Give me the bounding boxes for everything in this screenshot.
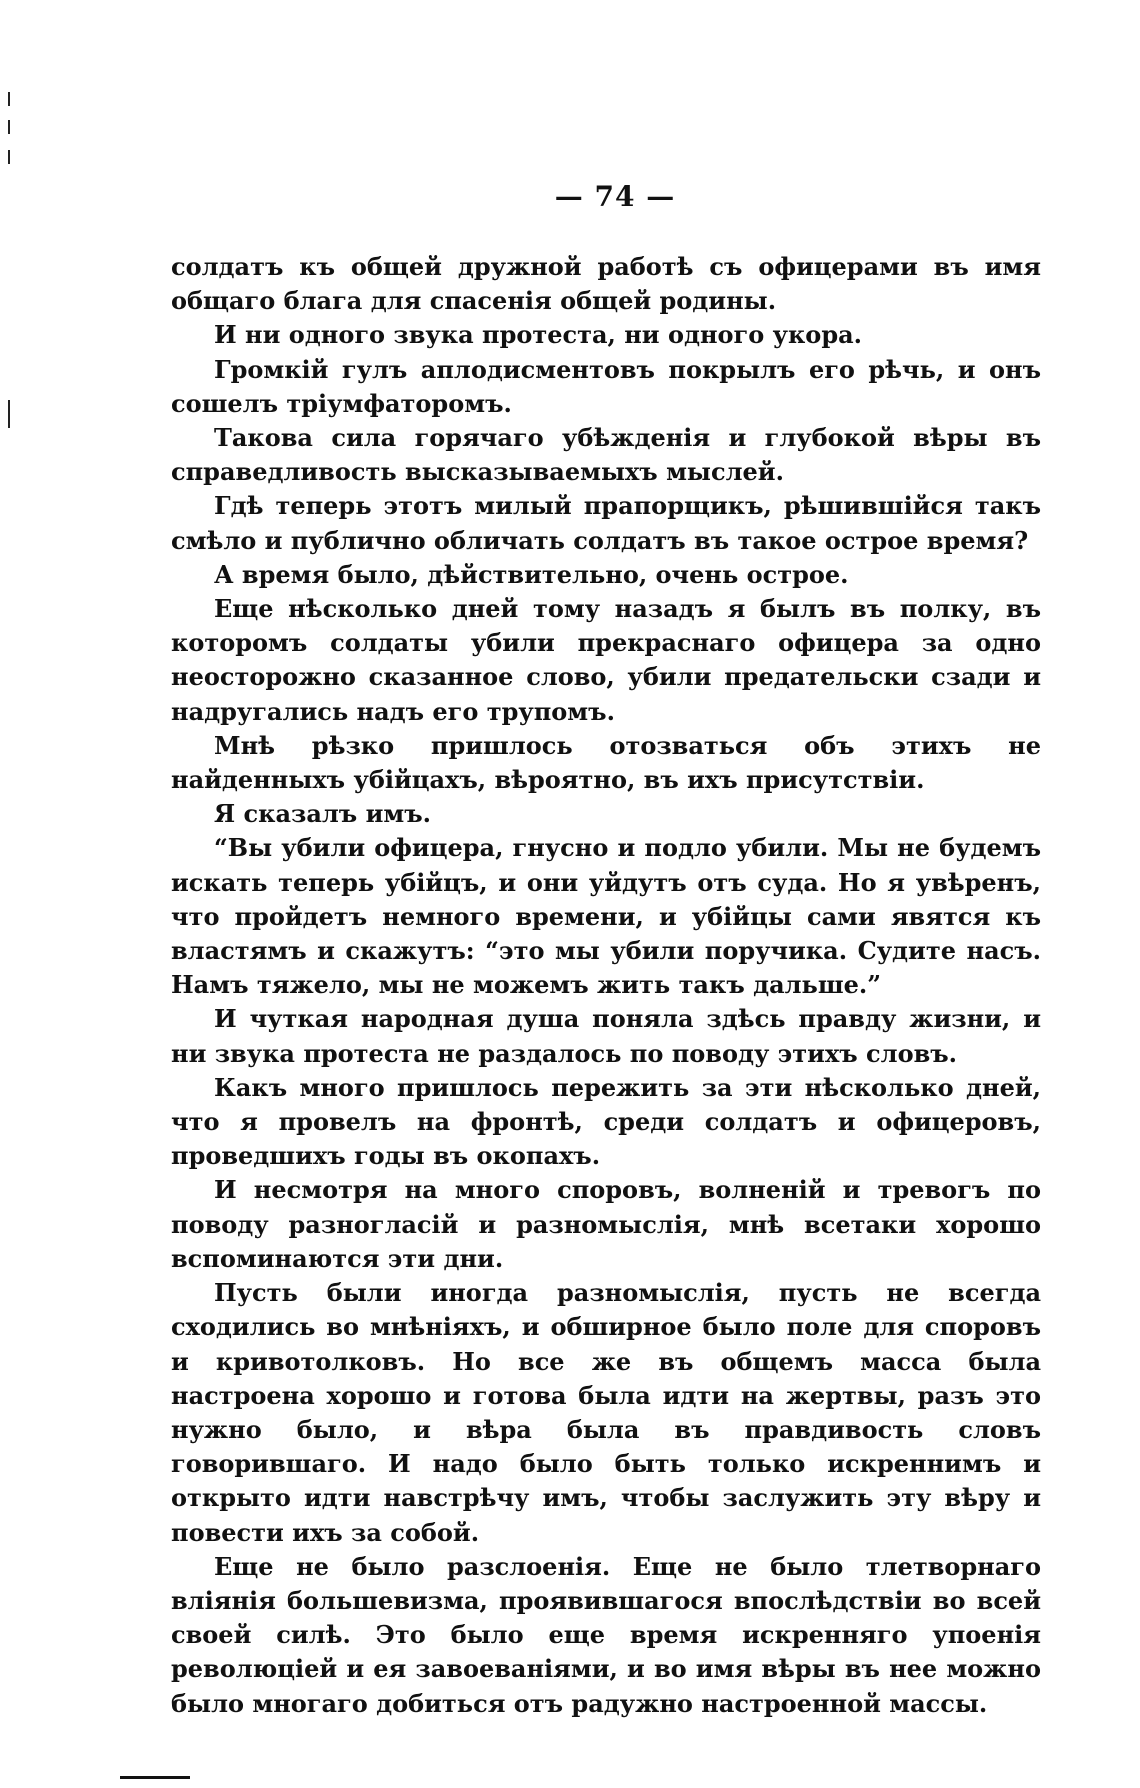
paragraph: Такова сила горячаго убѣжденія и глубокой вѣры въ справедливость высказываемыхъ мыслей.	[171, 423, 1041, 487]
bottom-rule	[120, 1776, 190, 1779]
paragraph: И несмотря на много споровъ, волненій и тревогъ по поводу разногласій и разномыслія, мнѣ всетаки хорошо вспоминаются эти дни.	[171, 1175, 1041, 1273]
paragraph: И ни одного звука протеста, ни одного укора.	[214, 320, 862, 350]
paragraph: солдатъ къ общей дружной работѣ съ офицерами въ имя общаго блага для спасенія общей родины.	[171, 252, 1041, 316]
paragraph: Еще нѣсколько дней тому назадъ я былъ въ полку, въ которомъ солдаты убили прекраснаго офицера за одно неосторожно сказанное слово, убили предательски сзади и надругались надъ его трупомъ.	[171, 594, 1041, 726]
paragraph: Пусть были иногда разномыслія, пусть не всегда сходились во мнѣніяхъ, и обширное было поле для споровъ и кривотолковъ. Но все же въ общемъ масса была настроена хорошо и готова была идти на жертвы, разъ это нужно было, и вѣра была въ правдивость словъ говорившаго. И надо было быть только искреннимъ и открыто идти навстрѣчу имъ, чтобы заслужить эту вѣру и повести ихъ за собой.	[171, 1278, 1041, 1547]
paragraph: И чуткая народная душа поняла здѣсь правду жизни, и ни звука протеста не раздалось по поводу этихъ словъ.	[171, 1004, 1041, 1068]
margin-mark	[8, 92, 10, 106]
paragraph: Мнѣ рѣзко пришлось отозваться объ этихъ не найденныхъ убійцахъ, вѣроятно, въ ихъ присутствіи.	[171, 730, 1041, 795]
paragraph: Какъ много пришлось пережить за эти нѣсколько дней, что я провелъ на фронтѣ, среди солдатъ и офицеровъ, проведшихъ годы въ окопахъ.	[171, 1072, 1041, 1171]
paragraph: “Вы убили офицера, гнусно и подло убили. Мы не будемъ искать теперь убійцъ, и они уйдутъ отъ суда. Но я увѣренъ, что пройдетъ немного времени, и убійцы сами явятся къ властямъ и скажутъ: “это мы убили поручика. Судите насъ. Намъ тяжело, мы не можемъ жить такъ дальше.”	[171, 833, 1041, 1000]
paragraph: Громкій гулъ аплодисментовъ покрылъ его рѣчь, и онъ сошелъ тріумфаторомъ.	[171, 354, 1041, 418]
paragraph: Гдѣ теперь этотъ милый прапорщикъ, рѣшившійся такъ смѣло и публично обличать солдатъ въ такое острое время?	[171, 491, 1041, 555]
page-number: — 74 —	[554, 180, 676, 213]
margin-mark	[8, 150, 10, 164]
paragraph: Я сказалъ имъ.	[214, 799, 431, 829]
paragraph: А время было, дѣйствительно, очень острое.	[214, 559, 849, 589]
paragraph: Еще не было разслоенія. Еще не было тлетворнаго вліянія большевизма, проявившагося впослѣдствіи во всей своей силѣ. Это было еще время искренняго упоенія революціей и ея завоеваніями, и во имя вѣры въ нее можно было многаго добиться отъ радужно настроенной массы.	[171, 1551, 1041, 1718]
margin-mark	[8, 400, 10, 428]
margin-mark	[8, 120, 10, 134]
body-text	[171, 250, 1041, 1721]
